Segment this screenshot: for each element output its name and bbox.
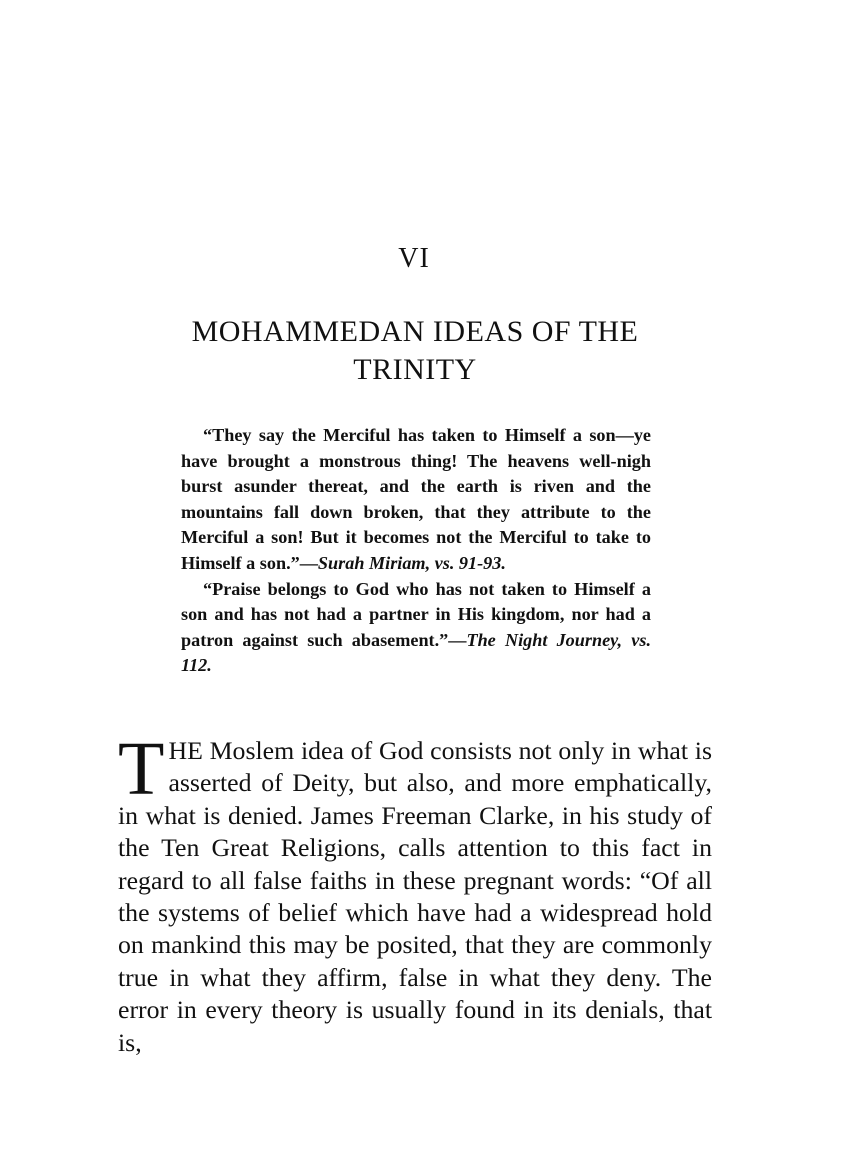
drop-cap-letter: T <box>118 727 165 811</box>
epigraph-text-2: “Praise belongs to God who has not taken to Himself a son and has not had a partner in His kingdom, nor had a patron against such abasement.”— <box>181 578 651 650</box>
body-paragraph <box>118 727 712 1059</box>
epigraph-source-1: Surah Miriam, vs. 91-93. <box>317 552 506 573</box>
body-paragraph-text: HE Moslem idea of God consists not only in what is asserted of Deity, but also, and more emphatically, in what is denied. James Freeman Clarke, in his study of the Ten Great Religions, calls attention to this fact in regard to all false faiths in these pregnant words: “Of all the systems of belief which have had a widespread hold on mankind this may be posited, that they are commonly true in what they affirm, false in what they deny. The error in every theory is usually found in its denials, that is, <box>118 736 712 1057</box>
epigraph-source-2: The Night Journey, vs. 112. <box>181 629 651 676</box>
epigraphs <box>181 423 651 679</box>
chapter-title: MOHAMMEDAN IDEAS OF THE TRINITY <box>191 315 639 386</box>
epigraph-quote-1 <box>181 423 651 577</box>
epigraph-text-1: “They say the Merciful has taken to Himself a son—ye have brought a monstrous thing! The heavens well-nigh burst asunder thereat, and the earth is riven and the mountains fall down broken, that they attribute to the Merciful a son! But it becomes not the Merciful to take to Himself a son.”— <box>181 425 651 573</box>
chapter-number: VI <box>398 243 430 274</box>
epigraph-quote-2 <box>181 577 651 679</box>
